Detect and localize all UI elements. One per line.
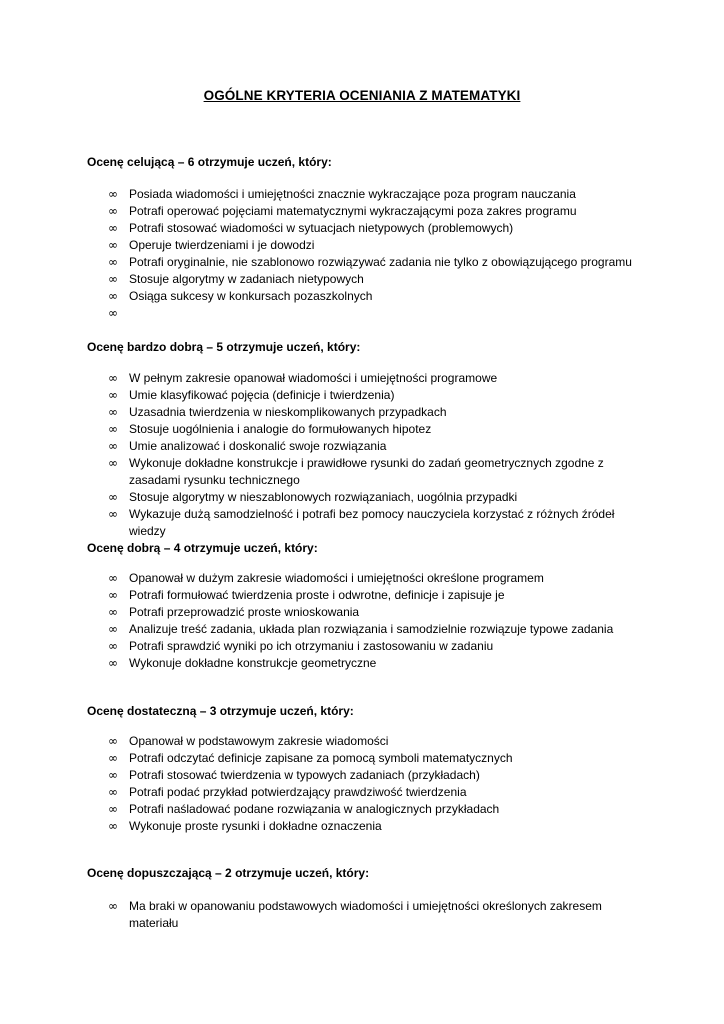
infinity-bullet-icon: ∞	[108, 272, 118, 286]
list-item	[108, 421, 638, 438]
infinity-bullet-icon: ∞	[108, 571, 118, 585]
list-item-text: Stosuje uogólnienia i analogie do formułowanych hipotez	[129, 422, 432, 436]
infinity-bullet-icon: ∞	[108, 588, 118, 602]
list-item	[108, 898, 638, 932]
infinity-bullet-icon: ∞	[108, 899, 118, 913]
list-item-text	[129, 306, 132, 320]
list-item	[108, 784, 638, 801]
list-item	[108, 621, 638, 638]
list-item-text: Potrafi sprawdzić wyniki po ich otrzymaniu i zastosowaniu w zadaniu	[129, 639, 494, 653]
infinity-bullet-icon: ∞	[108, 289, 118, 303]
infinity-bullet-icon: ∞	[108, 255, 118, 269]
list-item-text: Potrafi stosować wiadomości w sytuacjach nietypowych (problemowych)	[129, 221, 514, 235]
list-item-text: Potrafi naśladować podane rozwiązania w analogicznych przykładach	[129, 802, 500, 816]
infinity-bullet-icon: ∞	[108, 490, 118, 504]
infinity-bullet-icon: ∞	[108, 622, 118, 636]
list-item	[108, 818, 638, 835]
list-item-text: W pełnym zakresie opanował wiadomości i umiejętności programowe	[129, 371, 498, 385]
infinity-bullet-icon: ∞	[108, 238, 118, 252]
infinity-bullet-icon: ∞	[108, 751, 118, 765]
section-heading-grade-5: Ocenę bardzo dobrą – 5 otrzymuje uczeń, który:	[87, 340, 361, 354]
list-item-text: Wykonuje proste rysunki i dokładne oznaczenia	[129, 819, 382, 833]
list-item	[108, 587, 638, 604]
criteria-list-grade-2	[108, 898, 638, 932]
list-item-text: Wykonuje dokładne konstrukcje geometryczne	[129, 656, 377, 670]
section-heading-grade-3: Ocenę dostateczną – 3 otrzymuje uczeń, który:	[87, 704, 354, 718]
criteria-list-grade-5	[108, 370, 638, 540]
list-item	[108, 203, 638, 220]
list-item-text: Operuje twierdzeniami i je dowodzi	[129, 238, 315, 252]
list-item-text: Osiąga sukcesy w konkursach pozaszkolnych	[129, 289, 373, 303]
list-item	[108, 370, 638, 387]
list-item	[108, 655, 638, 672]
infinity-bullet-icon: ∞	[108, 656, 118, 670]
infinity-bullet-icon: ∞	[108, 802, 118, 816]
list-item	[108, 186, 638, 203]
list-item	[108, 638, 638, 655]
section-heading-grade-4: Ocenę dobrą – 4 otrzymuje uczeń, który:	[87, 541, 318, 555]
list-item	[108, 220, 638, 237]
list-item	[108, 750, 638, 767]
infinity-bullet-icon: ∞	[108, 439, 118, 453]
list-item	[108, 404, 638, 421]
list-item-text: Potrafi operować pojęciami matematycznymi wykraczającymi poza zakres programu	[129, 204, 577, 218]
infinity-bullet-icon: ∞	[108, 204, 118, 218]
list-item-text: Stosuje algorytmy w nieszablonowych rozwiązaniach, uogólnia przypadki	[129, 490, 518, 504]
list-item-text: Potrafi odczytać definicje zapisane za pomocą symboli matematycznych	[129, 751, 513, 765]
list-item	[108, 288, 638, 305]
infinity-bullet-icon: ∞	[108, 221, 118, 235]
criteria-list-grade-4	[108, 570, 638, 672]
infinity-bullet-icon: ∞	[108, 507, 118, 521]
list-item	[108, 506, 638, 540]
list-item-text: Umie analizować i doskonalić swoje rozwiązania	[129, 439, 387, 453]
list-item-text: Ma braki w opanowaniu podstawowych wiadomości i umiejętności określonych zakresem materiału	[129, 899, 602, 930]
infinity-bullet-icon: ∞	[108, 819, 118, 833]
list-item-text: Wykazuje dużą samodzielność i potrafi bez pomocy nauczyciela korzystać z różnych źródeł wiedzy	[129, 507, 615, 538]
list-item-text: Potrafi oryginalnie, nie szablonowo rozwiązywać zadania nie tylko z obowiązującego programu	[129, 255, 632, 269]
infinity-bullet-icon: ∞	[108, 768, 118, 782]
list-item	[108, 271, 638, 288]
criteria-list-grade-3	[108, 733, 638, 835]
list-item	[108, 489, 638, 506]
criteria-list-grade-6	[108, 186, 638, 322]
document-title: OGÓLNE KRYTERIA OCENIANIA Z MATEMATYKI	[203, 88, 521, 103]
list-item-text: Wykonuje dokładne konstrukcje i prawidłowe rysunki do zadań geometrycznych zgodne z zasadami rysunku technicznego	[129, 456, 604, 487]
list-item-text: Potrafi przeprowadzić proste wnioskowania	[129, 605, 360, 619]
list-item	[108, 604, 638, 621]
list-item	[108, 570, 638, 587]
infinity-bullet-icon: ∞	[108, 405, 118, 419]
section-heading-grade-6: Ocenę celującą – 6 otrzymuje uczeń, który:	[87, 155, 332, 169]
infinity-bullet-icon: ∞	[108, 306, 118, 320]
list-item	[108, 801, 638, 818]
list-item	[108, 438, 638, 455]
infinity-bullet-icon: ∞	[108, 388, 118, 402]
list-item	[108, 237, 638, 254]
infinity-bullet-icon: ∞	[108, 371, 118, 385]
list-item-text: Potrafi stosować twierdzenia w typowych zadaniach (przykładach)	[129, 768, 480, 782]
infinity-bullet-icon: ∞	[108, 734, 118, 748]
list-item	[108, 767, 638, 784]
list-item	[108, 455, 638, 489]
list-item-text: Uzasadnia twierdzenia w nieskomplikowanych przypadkach	[129, 405, 447, 419]
list-item	[108, 387, 638, 404]
list-item	[108, 733, 638, 750]
list-item-text: Opanował w dużym zakresie wiadomości i umiejętności określone programem	[129, 571, 544, 585]
list-item	[108, 254, 638, 271]
list-item	[108, 305, 638, 322]
list-item-text: Stosuje algorytmy w zadaniach nietypowych	[129, 272, 364, 286]
infinity-bullet-icon: ∞	[108, 456, 118, 470]
list-item-text: Umie klasyfikować pojęcia (definicje i twierdzenia)	[129, 388, 395, 402]
list-item-text: Potrafi formułować twierdzenia proste i odwrotne, definicje i zapisuje je	[129, 588, 505, 602]
list-item-text: Potrafi podać przykład potwierdzający prawdziwość twierdzenia	[129, 785, 467, 799]
infinity-bullet-icon: ∞	[108, 785, 118, 799]
infinity-bullet-icon: ∞	[108, 187, 118, 201]
list-item-text: Posiada wiadomości i umiejętności znacznie wykraczające poza program nauczania	[129, 187, 576, 201]
infinity-bullet-icon: ∞	[108, 422, 118, 436]
infinity-bullet-icon: ∞	[108, 639, 118, 653]
list-item-text: Opanował w podstawowym zakresie wiadomości	[129, 734, 389, 748]
list-item-text: Analizuje treść zadania, układa plan rozwiązania i samodzielnie rozwiązuje typowe zadania	[129, 622, 614, 636]
section-heading-grade-2: Ocenę dopuszczającą – 2 otrzymuje uczeń, który:	[87, 866, 370, 880]
infinity-bullet-icon: ∞	[108, 605, 118, 619]
